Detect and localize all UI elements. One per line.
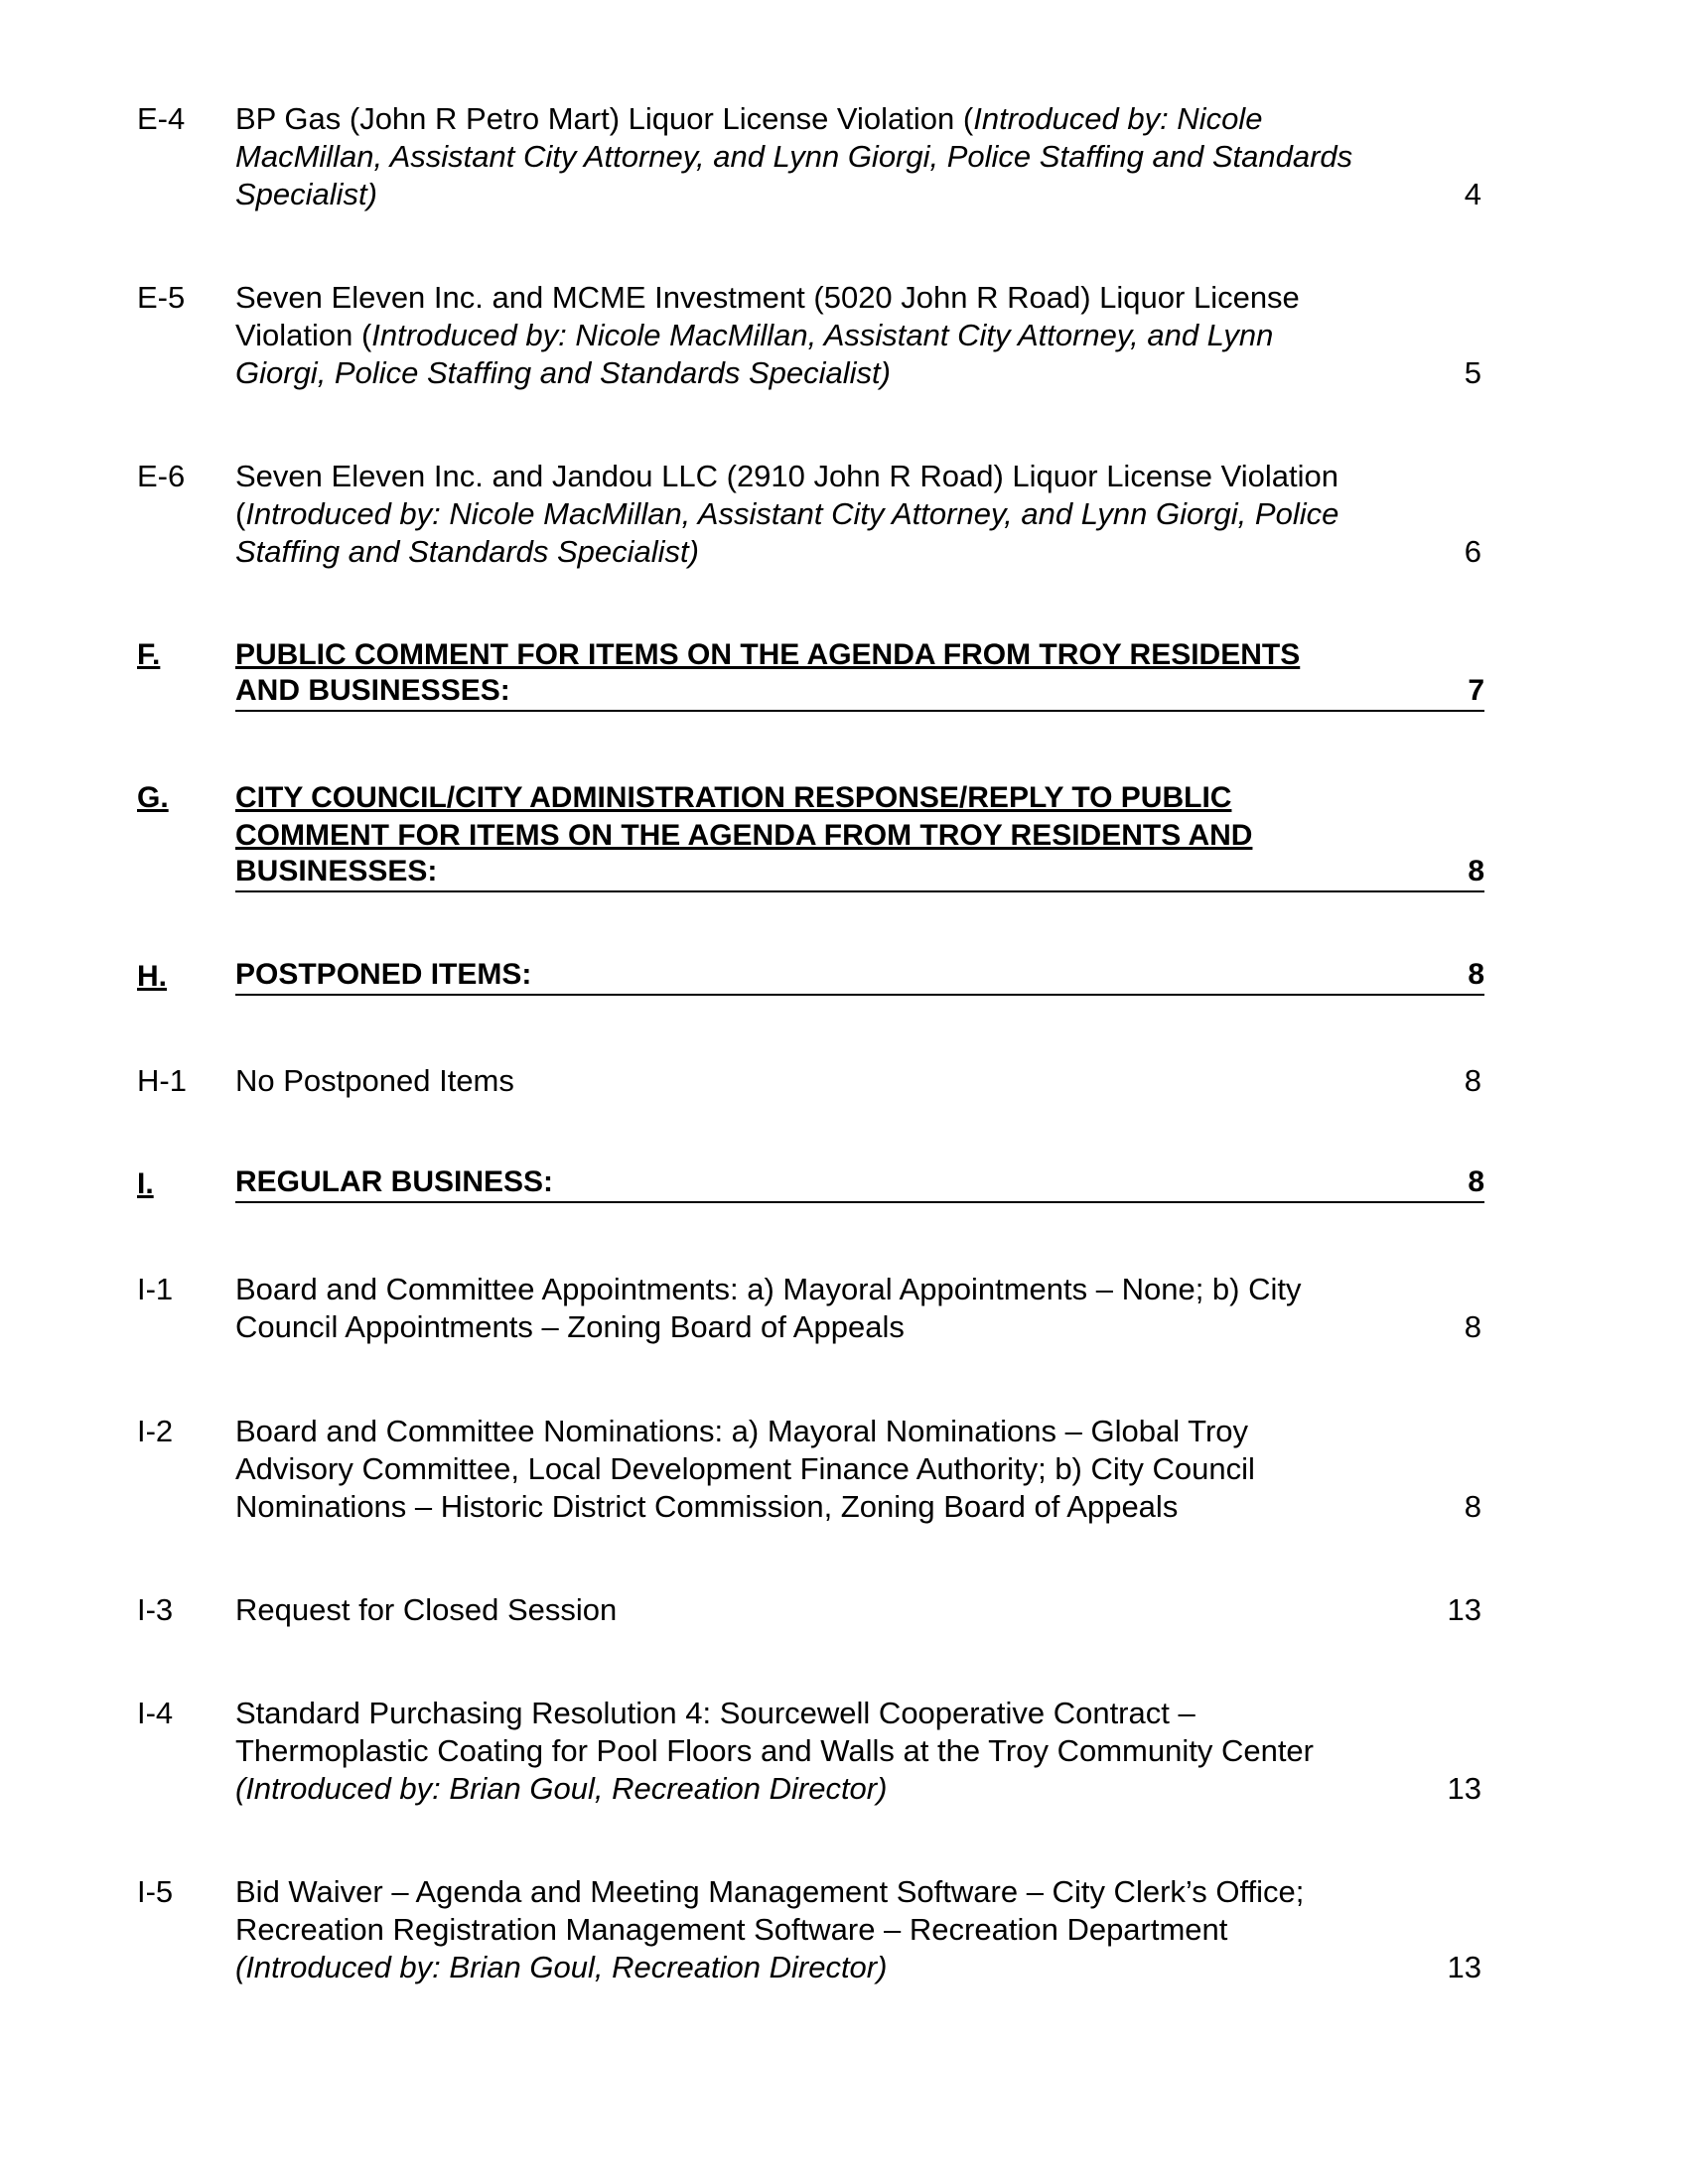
text-run: (Introduced by: Brian Goul, Recreation Director) <box>235 1950 888 1984</box>
item-description-line <box>235 1308 1407 1346</box>
item-description-line <box>235 495 1407 533</box>
section-heading <box>235 1165 1484 1203</box>
item-description-line <box>235 176 1407 213</box>
item-description <box>235 279 1407 392</box>
section-heading-last-line <box>235 855 1484 892</box>
item-description-line <box>235 100 1407 138</box>
item-page-number: 13 <box>1447 1771 1481 1806</box>
item-code: E-4 <box>137 101 186 136</box>
item-description-line <box>235 458 1407 495</box>
text-run: BP Gas (John R Petro Mart) Liquor License Violation ( <box>235 101 974 136</box>
item-description <box>235 458 1407 571</box>
item-description-line <box>235 1770 1407 1808</box>
item-description-line <box>235 354 1407 392</box>
text-run: Request for Closed Session <box>235 1592 618 1627</box>
item-description-line <box>235 1911 1407 1949</box>
text-run: Nominations – Historic District Commission, Zoning Board of Appeals <box>235 1489 1179 1524</box>
text-run: Seven Eleven Inc. and MCME Investment (5020 John R Road) Liquor License <box>235 280 1300 315</box>
section-heading-text: REGULAR BUSINESS: <box>235 1165 554 1198</box>
item-page-number: 8 <box>1464 1063 1481 1098</box>
text-run: Violation ( <box>235 318 372 352</box>
text-run: Board and Committee Nominations: a) Mayoral Nominations – Global Troy <box>235 1414 1249 1448</box>
item-description-line <box>235 317 1407 354</box>
section-page-number: 8 <box>1468 958 1484 991</box>
item-page-number: 8 <box>1464 1489 1481 1524</box>
text-run: ( <box>235 496 246 531</box>
item-description-line <box>235 1450 1407 1488</box>
text-run: (Introduced by: Brian Goul, Recreation Director) <box>235 1771 888 1806</box>
section-page-number: 7 <box>1468 674 1484 707</box>
section-heading <box>235 636 1484 712</box>
section-heading-last-line <box>235 1165 1484 1203</box>
text-run: Introduced by: Nicole MacMillan, Assistant City Attorney, and Lynn <box>371 318 1274 352</box>
item-description-line <box>235 1695 1407 1732</box>
item-description-line <box>235 138 1407 176</box>
text-run: Advisory Committee, Local Development Finance Authority; b) City Council <box>235 1451 1255 1486</box>
item-page-number: 6 <box>1464 534 1481 569</box>
item-code: E-6 <box>137 459 186 493</box>
item-description <box>235 1591 1407 1629</box>
text-run: Board and Committee Appointments: a) Mayoral Appointments – None; b) City <box>235 1272 1302 1306</box>
text-run: Recreation Registration Management Software – Recreation Department <box>235 1912 1228 1947</box>
section-code: F. <box>137 638 161 671</box>
text-run: Thermoplastic Coating for Pool Floors and Walls at the Troy Community Center <box>235 1733 1314 1768</box>
section-heading-text: BUSINESSES: <box>235 855 438 887</box>
item-page-number: 4 <box>1464 177 1481 211</box>
text-run: Standard Purchasing Resolution 4: Sourcewell Cooperative Contract – <box>235 1696 1196 1730</box>
item-description <box>235 1873 1407 1986</box>
item-code: I-2 <box>137 1414 174 1448</box>
item-description-line <box>235 1873 1407 1911</box>
text-run: Giorgi, Police Staffing and Standards Specialist) <box>235 355 891 390</box>
item-description-line <box>235 1062 1407 1100</box>
section-code: G. <box>137 781 169 814</box>
item-description <box>235 1413 1407 1526</box>
section-heading-text: POSTPONED ITEMS: <box>235 958 532 991</box>
section-page-number: 8 <box>1468 1165 1484 1198</box>
item-description-line <box>235 1591 1407 1629</box>
item-code: I-5 <box>137 1874 174 1909</box>
item-description-line <box>235 1949 1407 1986</box>
item-description-line <box>235 1271 1407 1308</box>
section-code: H. <box>137 960 167 993</box>
item-page-number: 8 <box>1464 1309 1481 1344</box>
section-heading <box>235 958 1484 996</box>
section-heading-line: COMMENT FOR ITEMS ON THE AGENDA FROM TROY RESIDENTS AND <box>235 819 1253 852</box>
section-heading-line: CITY COUNCIL/CITY ADMINISTRATION RESPONSE/REPLY TO PUBLIC <box>235 781 1232 814</box>
item-page-number: 5 <box>1464 355 1481 390</box>
section-code: I. <box>137 1167 154 1200</box>
text-run: MacMillan, Assistant City Attorney, and Lynn Giorgi, Police Staffing and Standards <box>235 139 1353 174</box>
section-page-number: 8 <box>1468 855 1484 887</box>
text-run: No Postponed Items <box>235 1063 514 1098</box>
text-run: Bid Waiver – Agenda and Meeting Management Software – City Clerk’s Office; <box>235 1874 1305 1909</box>
section-heading-last-line <box>235 958 1484 996</box>
item-code: I-3 <box>137 1592 174 1627</box>
item-page-number: 13 <box>1447 1950 1481 1984</box>
text-run: Seven Eleven Inc. and Jandou LLC (2910 John R Road) Liquor License Violation <box>235 459 1339 493</box>
item-code: E-5 <box>137 280 186 315</box>
item-description-line <box>235 1413 1407 1450</box>
section-heading-line: PUBLIC COMMENT FOR ITEMS ON THE AGENDA FROM TROY RESIDENTS <box>235 638 1301 671</box>
item-description-line <box>235 533 1407 571</box>
item-description-line <box>235 1488 1407 1526</box>
text-run: Introduced by: Nicole <box>973 101 1263 136</box>
text-run: Specialist) <box>235 177 377 211</box>
item-code: I-1 <box>137 1272 174 1306</box>
item-code: H-1 <box>137 1063 187 1098</box>
text-run: Staffing and Standards Specialist) <box>235 534 699 569</box>
section-heading-last-line <box>235 674 1484 712</box>
text-run: Council Appointments – Zoning Board of Appeals <box>235 1309 905 1344</box>
item-page-number: 13 <box>1447 1592 1481 1627</box>
item-code: I-4 <box>137 1696 174 1730</box>
item-description <box>235 1695 1407 1808</box>
item-description <box>235 1271 1407 1346</box>
item-description <box>235 1062 1407 1100</box>
section-heading <box>235 779 1484 892</box>
item-description-line <box>235 1732 1407 1770</box>
text-run: Introduced by: Nicole MacMillan, Assistant City Attorney, and Lynn Giorgi, Police <box>245 496 1339 531</box>
section-heading-text: AND BUSINESSES: <box>235 674 510 707</box>
item-description <box>235 100 1407 213</box>
item-description-line <box>235 279 1407 317</box>
